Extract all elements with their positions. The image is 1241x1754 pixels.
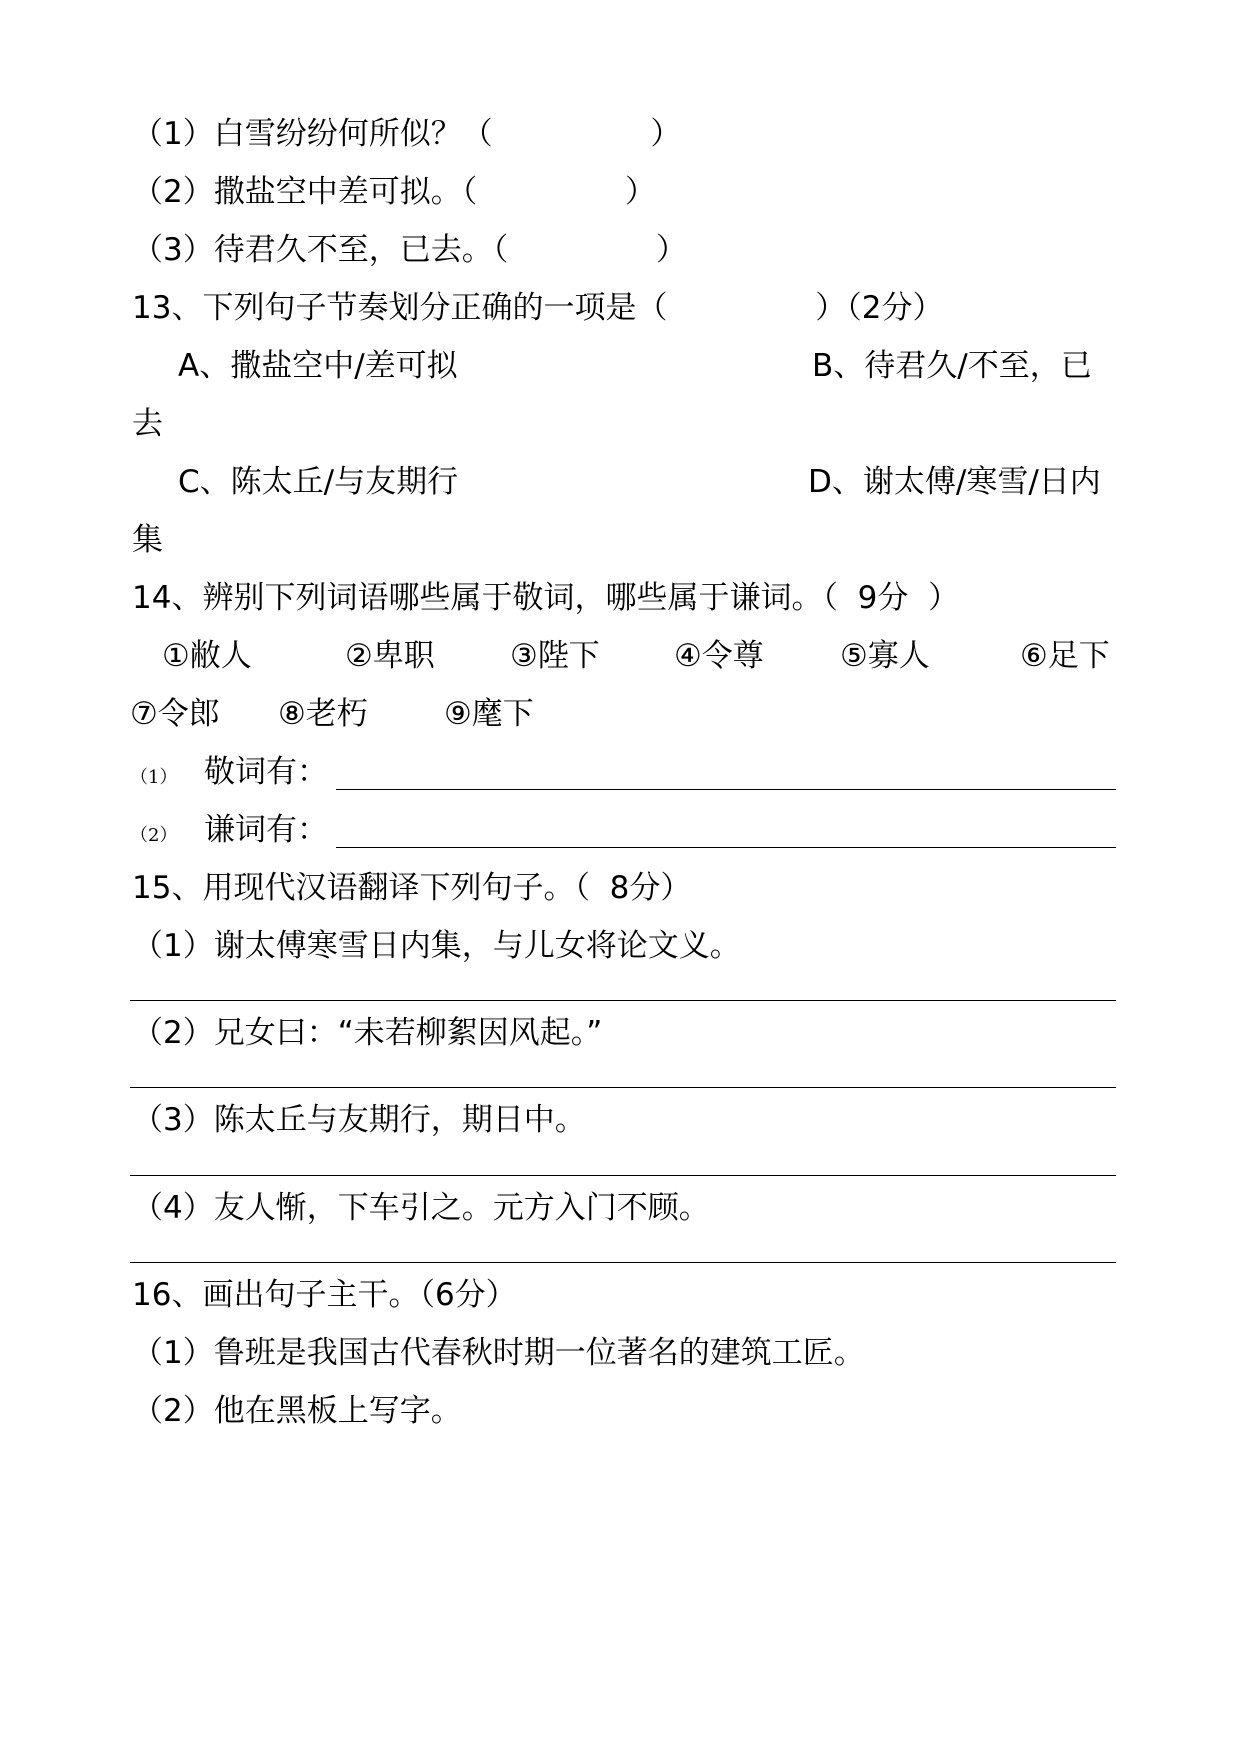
q14-word: ⑨麾下 [444,696,534,732]
q13-option-c: C、陈太丘/与友期行 [178,464,459,500]
q13-option-d: D、谢太傅/寒雪/日内 [808,464,1101,500]
q13-option-b-wrap: 去 [132,406,163,442]
q14-word: ⑥足下 [1020,638,1110,674]
q14-answer-1-number: （1） [130,767,178,788]
q15-item-2: （2）兄女曰：“未若柳絮因风起。” [132,1015,603,1051]
q15-answer-line-2 [130,1087,1116,1088]
q15-answer-line-1 [130,1000,1116,1001]
q15-answer-line-3 [130,1175,1116,1176]
q13-option-b: B、待君久/不至，已 [812,348,1092,384]
q14-answer-2-line [336,847,1116,848]
q15-answer-line-4 [130,1262,1116,1263]
q15-stem: 15、用现代汉语翻译下列句子。（ 8分） [132,870,692,906]
q16-item-2: （2）他在黑板上写字。 [132,1393,462,1429]
q12-item-2: （2）撒盐空中差可拟。（ ） [132,174,657,210]
q12-item-1: （1）白雪纷纷何所似？（ ） [132,116,682,152]
q15-item-1: （1）谢太傅寒雪日内集，与儿女将论文义。 [132,928,741,964]
q14-word: ③陛下 [510,638,600,674]
q14-stem: 14、辨别下列词语哪些属于敬词，哪些属于谦词。（ 9分 ） [132,580,960,616]
q16-item-1: （1）鲁班是我国古代春秋时期一位著名的建筑工匠。 [132,1335,865,1371]
q14-answer-2-number: （2） [130,825,178,846]
q15-item-4: （4）友人惭，下车引之。元方入门不顾。 [132,1190,710,1226]
q14-answer-2-label: 谦词有： [204,812,328,848]
q15-item-3: （3）陈太丘与友期行，期日中。 [132,1102,586,1138]
q13-option-a: A、撒盐空中/差可拟 [178,348,458,384]
q14-word: ①敝人 [162,638,252,674]
q14-answer-1-line [336,789,1116,790]
q14-answer-1-label: 敬词有： [204,754,328,790]
q14-word: ⑧老朽 [278,696,368,732]
q14-word: ⑦令郎 [130,696,220,732]
q14-word: ④令尊 [674,638,764,674]
q13-option-d-wrap: 集 [132,522,163,558]
q16-stem: 16、画出句子主干。（6分） [132,1277,517,1313]
q13-stem: 13、下列句子节奏划分正确的一项是（ ）（2分） [132,290,944,326]
q14-word: ②卑职 [345,638,435,674]
q12-item-3: （3）待君久不至，已去。（ ） [132,232,688,268]
q14-word: ⑤寡人 [840,638,930,674]
